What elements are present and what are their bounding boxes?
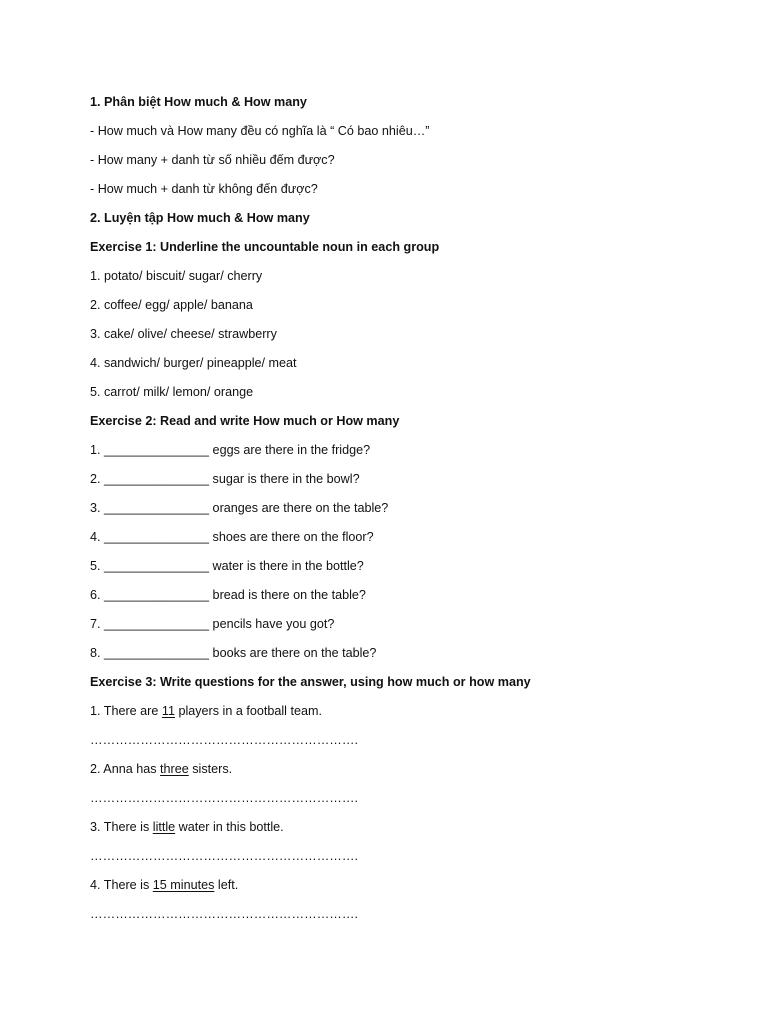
section2-heading: 2. Luyện tập How much & How many [90, 211, 310, 225]
exercise2-item: 5. _______________ water is there in the bottle? [90, 559, 364, 573]
exercise2-title: Exercise 2: Read and write How much or How many [90, 414, 400, 428]
exercise2-item: 8. _______________ books are there on the table? [90, 646, 377, 660]
section1-line-2: - How many + danh từ số nhiều đếm được? [90, 153, 335, 167]
exercise1-title: Exercise 1: Underline the uncountable noun in each group [90, 240, 440, 254]
exercise3-question-3 [90, 817, 690, 846]
exercise3-title: Exercise 3: Write questions for the answer, using how much or how many [90, 675, 531, 689]
question-text: sisters. [188, 762, 233, 776]
exercise2-item: 2. _______________ sugar is there in the bowl? [90, 472, 360, 486]
exercise2-item: 6. _______________ bread is there on the table? [90, 588, 366, 602]
exercise2-item: 1. _______________ eggs are there in the fridge? [90, 443, 371, 457]
underlined-answer: 15 minutes [152, 878, 215, 892]
exercise3-question-4 [90, 875, 690, 904]
answer-line: ………………………………………………………. [90, 733, 358, 747]
question-text: 4. There is [90, 878, 153, 892]
exercise2-item: 4. _______________ shoes are there on the floor? [90, 530, 374, 544]
underlined-answer: three [160, 762, 189, 776]
exercise2-item: 7. _______________ pencils have you got? [90, 617, 335, 631]
question-text: players in a football team. [174, 704, 322, 718]
underlined-answer: little [152, 820, 176, 834]
exercise1-item: 5. carrot/ milk/ lemon/ orange [90, 385, 254, 399]
exercise3-question-1 [90, 701, 690, 730]
exercise1-item: 1. potato/ biscuit/ sugar/ cherry [90, 269, 263, 283]
worksheet [90, 92, 690, 933]
section1-line-1: - How much và How many đều có nghĩa là “ Có bao nhiêu…” [90, 124, 430, 138]
section1-line-3: - How much + danh từ không đến được? [90, 182, 318, 196]
exercise2-item: 3. _______________ oranges are there on the table? [90, 501, 389, 515]
answer-line: ………………………………………………………. [90, 849, 358, 863]
exercise3-question-2 [90, 759, 690, 788]
question-text: 1. There are [90, 704, 162, 718]
exercise1-item: 4. sandwich/ burger/ pineapple/ meat [90, 356, 297, 370]
exercise1-item: 3. cake/ olive/ cheese/ strawberry [90, 327, 277, 341]
question-text: water in this bottle. [175, 820, 284, 834]
question-text: left. [214, 878, 239, 892]
exercise1-item: 2. coffee/ egg/ apple/ banana [90, 298, 253, 312]
question-text: 2. Anna has [90, 762, 161, 776]
section1-heading: 1. Phân biệt How much & How many [90, 95, 307, 109]
answer-line: ………………………………………………………. [90, 907, 358, 921]
answer-line: ………………………………………………………. [90, 791, 358, 805]
underlined-answer: 11 [161, 704, 175, 718]
question-text: 3. There is [90, 820, 153, 834]
